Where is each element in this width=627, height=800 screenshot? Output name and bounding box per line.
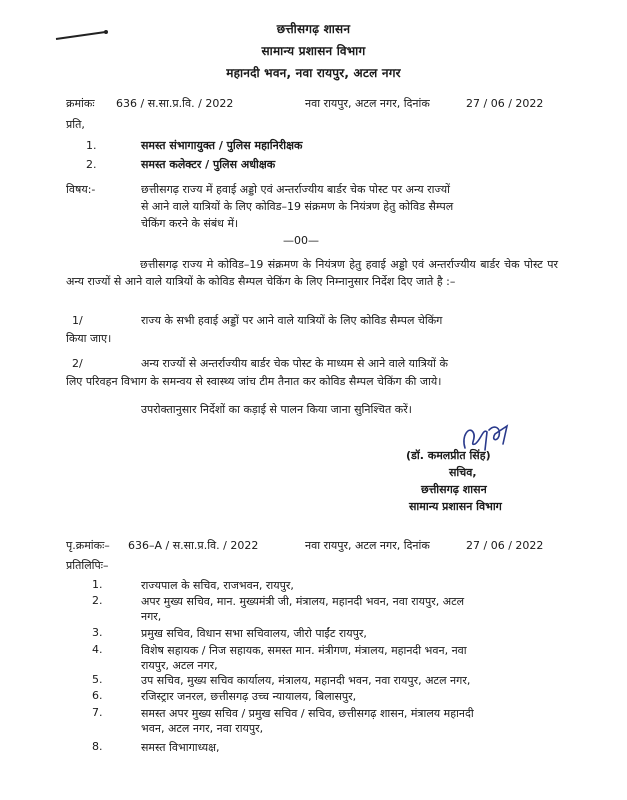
copy-item: राज्यपाल के सचिव, राजभवन, रायपुर, [141, 579, 294, 592]
endorsement-ref-number: 636–A / स.सा.प्र.वि. / 2022 [128, 539, 259, 552]
ref-label: क्रमांकः [66, 97, 95, 110]
subject-label: विषय:- [66, 183, 96, 196]
copy-item: प्रमुख सचिव, विधान सभा सचिवालय, जीरो पाईंट रायपुर, [141, 627, 367, 640]
body-paragraph: छत्तीसगढ़ राज्य मे कोविड–19 संक्रमण के नियंत्रण हेतु हवाई अड्डो एवं अन्तर्राज्यीय बार्डर चेक पोस्ट पर अन्य राज्यों से आने वाले यात्रियों के कोविड सैम्पल चेकिंग के लिए निम्नानुसार निर्देश दिए जाते है :– [66, 258, 558, 288]
point-1-num: 1/ [72, 314, 83, 327]
signatory-name: (डॉ. कमलप्रीत सिंह) [406, 449, 491, 462]
header-department: सामान्य प्रशासन विभाग [261, 44, 366, 58]
point-1-line-2: किया जाए। [66, 332, 112, 345]
copy-item: समस्त अपर मुख्य सचिव / प्रमुख सचिव / सचिव, छत्तीसगढ़ शासन, मंत्रालय महानदी भवन, अटल नगर, नवा रायपुर, [141, 707, 474, 735]
copy-item: विशेष सहायक / निज सहायक, समस्त मान. मंत्रीगण, मंत्रालय, महानदी भवन, नवा रायपुर, अटल नगर, [141, 644, 467, 672]
endorsement-place-date: नवा रायपुर, अटल नगर, दिनांक [305, 539, 430, 552]
to-label: प्रति, [66, 118, 85, 131]
signatory-designation: सचिव, [449, 466, 477, 479]
copy-item: समस्त विभागाध्यक्ष, [141, 741, 220, 754]
copy-num: 5. [92, 673, 103, 686]
copy-num: 6. [92, 689, 103, 702]
header-address: महानदी भवन, नवा रायपुर, अटल नगर [226, 66, 401, 80]
point-2-line-2: लिए परिवहन विभाग के समन्वय से स्वास्थ्य जांच टीम तैनात कर कोविड सैम्पल चेकिंग की जाये। [66, 375, 442, 388]
place-date-label: नवा रायपुर, अटल नगर, दिनांक [305, 97, 430, 110]
copy-num: 4. [92, 643, 103, 656]
recipient-num: 2. [86, 158, 97, 171]
recipient-1: समस्त संभागायुक्त / पुलिस महानिरीक्षक [141, 139, 303, 152]
ref-number: 636 / स.सा.प्र.वि. / 2022 [116, 97, 234, 110]
separator: —00— [283, 234, 319, 247]
copy-label: प्रतिलिपिः– [66, 559, 109, 572]
copy-num: 2. [92, 594, 103, 607]
signatory-org-1: छत्तीसगढ़ शासन [421, 483, 487, 496]
signatory-org-2: सामान्य प्रशासन विभाग [409, 500, 502, 513]
recipient-num: 1. [86, 139, 97, 152]
subject-line-3: चेकिंग करने के संबंध में। [141, 217, 239, 230]
subject-line-1: छत्तीसगढ़ राज्य में हवाई अड्डो एवं अन्तर्राज्यीय बार्डर चेक पोस्ट पर अन्य राज्यों [141, 183, 450, 196]
copy-num: 3. [92, 626, 103, 639]
copy-item: उप सचिव, मुख्य सचिव कार्यालय, मंत्रालय, महानदी भवन, नवा रायपुर, अटल नगर, [141, 674, 471, 687]
copy-num: 1. [92, 578, 103, 591]
point-1-line-1: राज्य के सभी हवाई अड्डों पर आने वाले यात्रियों के लिए कोविड सैम्पल चेकिंग [141, 314, 443, 327]
copy-num: 7. [92, 706, 103, 719]
header-govt: छत्तीसगढ़ शासन [276, 22, 351, 36]
copy-item: अपर मुख्य सचिव, मान. मुख्यमंत्री जी, मंत्रालय, महानदी भवन, नवा रायपुर, अटल नगर, [141, 595, 465, 623]
point-2-line-1: अन्य राज्यों से अन्तर्राज्यीय बार्डर चेक पोस्ट के माध्यम से आने वाले यात्रियों के [141, 357, 448, 370]
closing-line: उपरोक्तानुसार निर्देशों का कड़ाई से पालन किया जाना सुनिश्चित करें। [141, 403, 412, 416]
point-2-num: 2/ [72, 357, 83, 370]
endorsement-ref-label: पृ.क्रमांकः– [66, 539, 110, 552]
copy-item: रजिस्ट्रार जनरल, छत्तीसगढ़ उच्च न्यायालय, बिलासपुर, [141, 690, 357, 703]
recipient-2: समस्त कलेक्टर / पुलिस अधीक्षक [141, 158, 276, 171]
subject-line-2: से आने वाले यात्रियों के लिए कोविड–19 संक्रमण के नियंत्रण हेतु कोविड सैम्पल [141, 200, 454, 213]
endorsement-date: 27 / 06 / 2022 [466, 539, 544, 552]
copy-num: 8. [92, 740, 103, 753]
letter-date: 27 / 06 / 2022 [466, 97, 544, 110]
